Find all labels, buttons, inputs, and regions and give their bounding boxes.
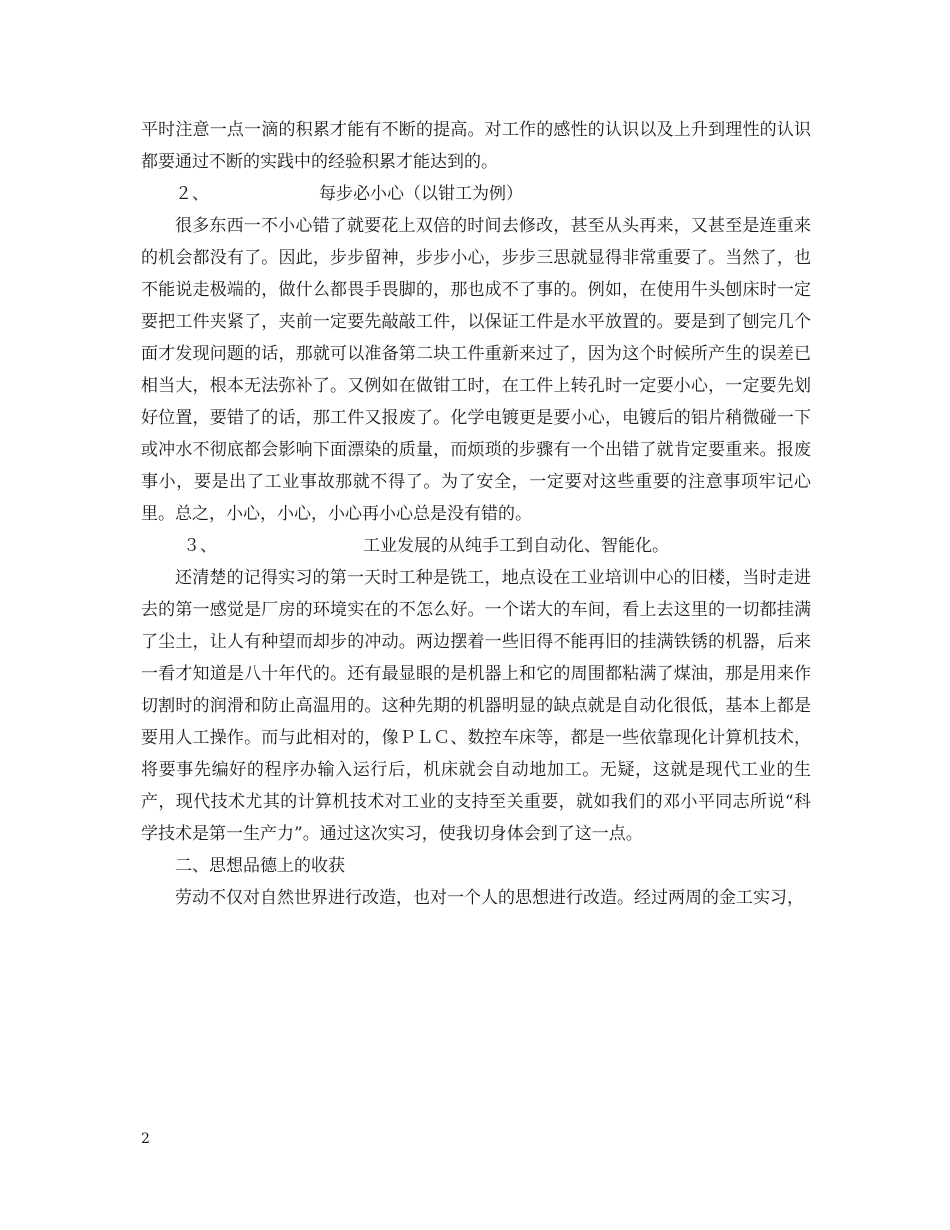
paragraph-labor: 劳动不仅对自然世界进行改造，也对一个人的思想进行改造。经过两周的金工实习，: [175, 888, 804, 908]
page-number: 2: [141, 1131, 150, 1147]
section-title: 二、思想品德上的收获: [175, 856, 345, 876]
heading-title: 工业发展的从纯手工到自动化、智能化。: [363, 536, 669, 556]
heading-number: ３、: [183, 536, 217, 556]
heading-number: ２、: [175, 184, 209, 204]
paragraph-intro: 平时注意一点一滴的积累才能有不断的提高。对工作的感性的认识以及上升到理性的认识都要通过不断的实践中的经验积累才能达到的。: [141, 120, 811, 172]
document-body: [141, 114, 811, 914]
heading-title: 每步必小心（以钳工为例）: [319, 184, 523, 204]
section-heading-3: [141, 530, 811, 562]
section-heading-2: [141, 178, 811, 210]
paragraph-industry: 还清楚的记得实习的第一天时工种是铣工，地点设在工业培训中心的旧楼，当时走进去的第一感觉是厂房的环境实在的不怎么好。一个诺大的车间，看上去这里的一切都挂满了尘土，让人有种望而却步的冲动。两边摆着一些旧得不能再旧的挂满铁锈的机器，后来一看才知道是八十年代的。还有最显眼的是机器上和它的周围都粘满了煤油，那是用来作切割时的润滑和防止高温用的。这种先期的机器明显的缺点就是自动化很低，基本上都是要用人工操作。而与此相对的，像ＰＬＣ、数控车床等，都是一些依靠现化计算机技术，将要事先编好的程序办输入运行后，机床就会自动地加工。无疑，这就是现代工业的生产，现代技术尤其的计算机技术对工业的支持至关重要，就如我们的邓小平同志所说“科学技术是第一生产力”。通过这次实习，使我切身体会到了这一点。: [141, 568, 811, 844]
paragraph-careful: 很多东西一不小心错了就要花上双倍的时间去修改，甚至从头再来，又甚至是连重来的机会都没有了。因此，步步留神，步步小心，步步三思就显得非常重要了。当然了，也不能说走极端的，做什么都畏手畏脚的，那也成不了事的。例如，在使用牛头刨床时一定要把工件夹紧了，夹前一定要先敲敲工件，以保证工件是水平放置的。要是到了刨完几个面才发现问题的话，那就可以准备第二块工件重新来过了，因为这个时候所产生的误差已相当大，根本无法弥补了。又例如在做钳工时，在工件上转孔时一定要小心，一定要先划好位置，要错了的话，那工件又报废了。化学电镀更是要小心，电镀后的铝片稍微碰一下或冲水不彻底都会影响下面漂染的质量，而烦琐的步骤有一个出错了就肯定要重来。报废事小，要是出了工业事故那就不得了。为了安全，一定要对这些重要的注意事项牢记心里。总之，小心，小心，小心再小心总是没有错的。: [141, 216, 811, 524]
